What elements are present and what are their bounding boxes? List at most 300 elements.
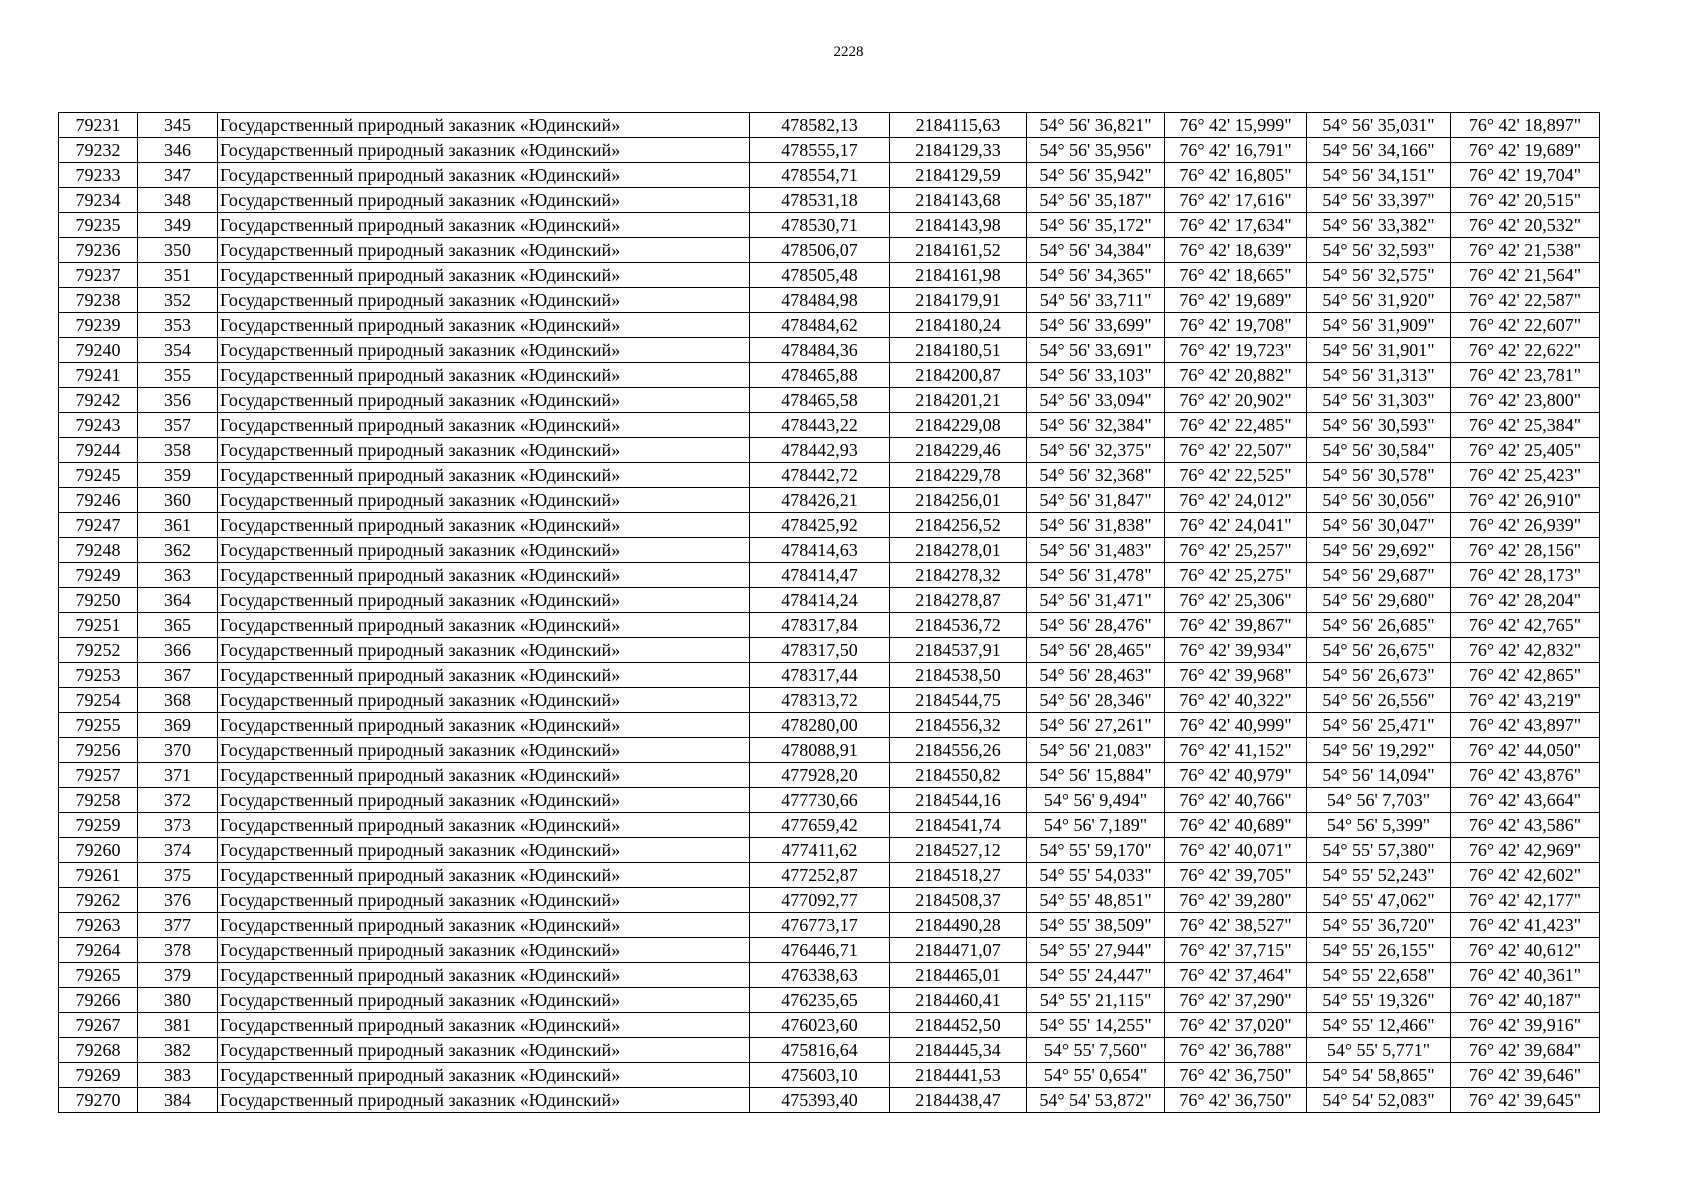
cell-point-number: 383 (138, 1063, 218, 1088)
table-row (59, 538, 1600, 563)
cell-territory-name: Государственный природный заказник «Юдинский» (218, 913, 750, 938)
cell-longitude-2: 76° 42' 19,704" (1451, 163, 1600, 188)
cell-point-number: 371 (138, 763, 218, 788)
cell-row-id: 79235 (59, 213, 138, 238)
cell-coord-x: 478465,88 (750, 363, 890, 388)
cell-latitude-1: 54° 56' 31,847" (1027, 488, 1165, 513)
cell-latitude-1: 54° 56' 31,478" (1027, 563, 1165, 588)
cell-coord-y: 2184143,68 (890, 188, 1027, 213)
cell-coord-y: 2184465,01 (890, 963, 1027, 988)
cell-point-number: 374 (138, 838, 218, 863)
cell-longitude-1: 76° 42' 18,639" (1165, 238, 1307, 263)
cell-row-id: 79256 (59, 738, 138, 763)
cell-row-id: 79242 (59, 388, 138, 413)
cell-longitude-2: 76° 42' 21,538" (1451, 238, 1600, 263)
cell-longitude-1: 76° 42' 38,527" (1165, 913, 1307, 938)
cell-longitude-2: 76° 42' 43,219" (1451, 688, 1600, 713)
cell-latitude-1: 54° 56' 21,083" (1027, 738, 1165, 763)
cell-row-id: 79250 (59, 588, 138, 613)
cell-longitude-2: 76° 42' 39,916" (1451, 1013, 1600, 1038)
cell-latitude-1: 54° 56' 33,094" (1027, 388, 1165, 413)
cell-row-id: 79232 (59, 138, 138, 163)
cell-latitude-2: 54° 56' 32,593" (1307, 238, 1451, 263)
cell-territory-name: Государственный природный заказник «Юдинский» (218, 338, 750, 363)
cell-point-number: 360 (138, 488, 218, 513)
cell-latitude-1: 54° 55' 38,509" (1027, 913, 1165, 938)
cell-longitude-1: 76° 42' 19,708" (1165, 313, 1307, 338)
cell-territory-name: Государственный природный заказник «Юдинский» (218, 513, 750, 538)
cell-longitude-1: 76° 42' 40,766" (1165, 788, 1307, 813)
cell-latitude-2: 54° 56' 30,593" (1307, 413, 1451, 438)
cell-latitude-2: 54° 56' 19,292" (1307, 738, 1451, 763)
table-row (59, 888, 1600, 913)
cell-row-id: 79243 (59, 413, 138, 438)
cell-coord-x: 476773,17 (750, 913, 890, 938)
cell-latitude-1: 54° 56' 33,711" (1027, 288, 1165, 313)
cell-coord-y: 2184256,52 (890, 513, 1027, 538)
cell-row-id: 79231 (59, 113, 138, 138)
cell-territory-name: Государственный природный заказник «Юдинский» (218, 488, 750, 513)
cell-latitude-2: 54° 56' 29,687" (1307, 563, 1451, 588)
cell-latitude-1: 54° 56' 33,103" (1027, 363, 1165, 388)
cell-longitude-1: 76° 42' 41,152" (1165, 738, 1307, 763)
cell-coord-y: 2184544,75 (890, 688, 1027, 713)
cell-point-number: 363 (138, 563, 218, 588)
cell-coord-y: 2184229,78 (890, 463, 1027, 488)
cell-row-id: 79258 (59, 788, 138, 813)
cell-longitude-1: 76° 42' 37,290" (1165, 988, 1307, 1013)
table-row (59, 963, 1600, 988)
table-row (59, 113, 1600, 138)
cell-row-id: 79247 (59, 513, 138, 538)
cell-territory-name: Государственный природный заказник «Юдинский» (218, 613, 750, 638)
cell-territory-name: Государственный природный заказник «Юдинский» (218, 713, 750, 738)
cell-point-number: 346 (138, 138, 218, 163)
cell-row-id: 79239 (59, 313, 138, 338)
cell-coord-y: 2184278,87 (890, 588, 1027, 613)
cell-latitude-2: 54° 56' 26,673" (1307, 663, 1451, 688)
cell-row-id: 79245 (59, 463, 138, 488)
cell-territory-name: Государственный природный заказник «Юдинский» (218, 1013, 750, 1038)
cell-coord-x: 478317,44 (750, 663, 890, 688)
cell-longitude-1: 76° 42' 17,616" (1165, 188, 1307, 213)
cell-longitude-1: 76° 42' 15,999" (1165, 113, 1307, 138)
cell-longitude-2: 76° 42' 40,612" (1451, 938, 1600, 963)
cell-latitude-2: 54° 56' 7,703" (1307, 788, 1451, 813)
cell-longitude-2: 76° 42' 22,622" (1451, 338, 1600, 363)
cell-territory-name: Государственный природный заказник «Юдинский» (218, 938, 750, 963)
cell-latitude-2: 54° 55' 12,466" (1307, 1013, 1451, 1038)
cell-latitude-1: 54° 55' 24,447" (1027, 963, 1165, 988)
cell-longitude-1: 76° 42' 25,275" (1165, 563, 1307, 588)
cell-coord-y: 2184541,74 (890, 813, 1027, 838)
table-row (59, 288, 1600, 313)
cell-longitude-1: 76° 42' 22,507" (1165, 438, 1307, 463)
table-row (59, 388, 1600, 413)
cell-latitude-1: 54° 56' 35,956" (1027, 138, 1165, 163)
cell-latitude-2: 54° 55' 22,658" (1307, 963, 1451, 988)
cell-latitude-1: 54° 56' 33,691" (1027, 338, 1165, 363)
cell-coord-y: 2184508,37 (890, 888, 1027, 913)
cell-longitude-2: 76° 42' 25,423" (1451, 463, 1600, 488)
cell-coord-x: 477730,66 (750, 788, 890, 813)
cell-latitude-1: 54° 56' 28,476" (1027, 613, 1165, 638)
cell-row-id: 79255 (59, 713, 138, 738)
cell-longitude-1: 76° 42' 19,723" (1165, 338, 1307, 363)
cell-territory-name: Государственный природный заказник «Юдинский» (218, 588, 750, 613)
cell-coord-x: 478088,91 (750, 738, 890, 763)
cell-latitude-1: 54° 56' 33,699" (1027, 313, 1165, 338)
cell-coord-x: 478443,22 (750, 413, 890, 438)
cell-latitude-2: 54° 56' 30,584" (1307, 438, 1451, 463)
cell-longitude-2: 76° 42' 43,664" (1451, 788, 1600, 813)
cell-longitude-2: 76° 42' 20,532" (1451, 213, 1600, 238)
table-row (59, 363, 1600, 388)
table-row (59, 638, 1600, 663)
cell-longitude-1: 76° 42' 16,805" (1165, 163, 1307, 188)
cell-longitude-2: 76° 42' 25,384" (1451, 413, 1600, 438)
cell-latitude-1: 54° 55' 59,170" (1027, 838, 1165, 863)
cell-row-id: 79238 (59, 288, 138, 313)
cell-coord-x: 477659,42 (750, 813, 890, 838)
cell-longitude-2: 76° 42' 42,832" (1451, 638, 1600, 663)
cell-point-number: 349 (138, 213, 218, 238)
table-row (59, 563, 1600, 588)
table-body (59, 113, 1600, 1113)
cell-territory-name: Государственный природный заказник «Юдинский» (218, 238, 750, 263)
cell-longitude-1: 76° 42' 39,280" (1165, 888, 1307, 913)
cell-row-id: 79264 (59, 938, 138, 963)
cell-territory-name: Государственный природный заказник «Юдинский» (218, 738, 750, 763)
cell-latitude-2: 54° 56' 14,094" (1307, 763, 1451, 788)
cell-coord-x: 478484,98 (750, 288, 890, 313)
table-row (59, 1038, 1600, 1063)
cell-longitude-1: 76° 42' 22,485" (1165, 413, 1307, 438)
table-row (59, 713, 1600, 738)
cell-latitude-2: 54° 56' 29,692" (1307, 538, 1451, 563)
cell-row-id: 79246 (59, 488, 138, 513)
cell-longitude-2: 76° 42' 39,646" (1451, 1063, 1600, 1088)
cell-latitude-2: 54° 56' 31,313" (1307, 363, 1451, 388)
cell-longitude-1: 76° 42' 20,902" (1165, 388, 1307, 413)
cell-territory-name: Государственный природный заказник «Юдинский» (218, 663, 750, 688)
table-row (59, 163, 1600, 188)
cell-coord-y: 2184441,53 (890, 1063, 1027, 1088)
cell-territory-name: Государственный природный заказник «Юдинский» (218, 1063, 750, 1088)
table-row (59, 263, 1600, 288)
cell-point-number: 367 (138, 663, 218, 688)
cell-longitude-2: 76° 42' 42,865" (1451, 663, 1600, 688)
cell-row-id: 79240 (59, 338, 138, 363)
cell-latitude-2: 54° 55' 52,243" (1307, 863, 1451, 888)
cell-territory-name: Государственный природный заказник «Юдинский» (218, 538, 750, 563)
cell-territory-name: Государственный природный заказник «Юдинский» (218, 213, 750, 238)
cell-point-number: 362 (138, 538, 218, 563)
cell-latitude-2: 54° 56' 33,397" (1307, 188, 1451, 213)
cell-row-id: 79244 (59, 438, 138, 463)
cell-coord-x: 478317,84 (750, 613, 890, 638)
cell-row-id: 79257 (59, 763, 138, 788)
cell-latitude-2: 54° 54' 58,865" (1307, 1063, 1451, 1088)
table-row (59, 188, 1600, 213)
cell-longitude-2: 76° 42' 40,361" (1451, 963, 1600, 988)
cell-latitude-2: 54° 56' 5,399" (1307, 813, 1451, 838)
cell-longitude-1: 76° 42' 24,041" (1165, 513, 1307, 538)
cell-coord-x: 478313,72 (750, 688, 890, 713)
cell-latitude-1: 54° 55' 27,944" (1027, 938, 1165, 963)
cell-longitude-1: 76° 42' 20,882" (1165, 363, 1307, 388)
cell-coord-x: 476235,65 (750, 988, 890, 1013)
cell-coord-y: 2184537,91 (890, 638, 1027, 663)
cell-point-number: 358 (138, 438, 218, 463)
cell-territory-name: Государственный природный заказник «Юдинский» (218, 388, 750, 413)
cell-territory-name: Государственный природный заказник «Юдинский» (218, 463, 750, 488)
cell-point-number: 379 (138, 963, 218, 988)
cell-longitude-1: 76° 42' 36,788" (1165, 1038, 1307, 1063)
cell-row-id: 79263 (59, 913, 138, 938)
cell-territory-name: Государственный природный заказник «Юдинский» (218, 888, 750, 913)
cell-longitude-1: 76° 42' 39,705" (1165, 863, 1307, 888)
cell-longitude-1: 76° 42' 37,715" (1165, 938, 1307, 963)
cell-coord-y: 2184143,98 (890, 213, 1027, 238)
cell-point-number: 369 (138, 713, 218, 738)
cell-latitude-1: 54° 56' 31,483" (1027, 538, 1165, 563)
cell-coord-y: 2184452,50 (890, 1013, 1027, 1038)
cell-coord-y: 2184438,47 (890, 1088, 1027, 1113)
cell-coord-x: 478442,72 (750, 463, 890, 488)
cell-coord-y: 2184129,33 (890, 138, 1027, 163)
cell-row-id: 79268 (59, 1038, 138, 1063)
cell-point-number: 351 (138, 263, 218, 288)
cell-latitude-2: 54° 56' 26,685" (1307, 613, 1451, 638)
cell-point-number: 365 (138, 613, 218, 638)
cell-point-number: 378 (138, 938, 218, 963)
cell-row-id: 79266 (59, 988, 138, 1013)
cell-longitude-2: 76° 42' 28,204" (1451, 588, 1600, 613)
table-row (59, 1013, 1600, 1038)
cell-latitude-2: 54° 56' 34,151" (1307, 163, 1451, 188)
cell-coord-y: 2184556,32 (890, 713, 1027, 738)
cell-longitude-2: 76° 42' 25,405" (1451, 438, 1600, 463)
cell-coord-y: 2184278,01 (890, 538, 1027, 563)
cell-territory-name: Государственный природный заказник «Юдинский» (218, 413, 750, 438)
cell-territory-name: Государственный природный заказник «Юдинский» (218, 263, 750, 288)
cell-coord-y: 2184460,41 (890, 988, 1027, 1013)
cell-longitude-1: 76° 42' 19,689" (1165, 288, 1307, 313)
cell-coord-x: 478506,07 (750, 238, 890, 263)
cell-longitude-1: 76° 42' 36,750" (1165, 1063, 1307, 1088)
cell-coord-x: 477928,20 (750, 763, 890, 788)
cell-coord-y: 2184445,34 (890, 1038, 1027, 1063)
cell-longitude-2: 76° 42' 39,645" (1451, 1088, 1600, 1113)
cell-latitude-2: 54° 56' 25,471" (1307, 713, 1451, 738)
cell-coord-y: 2184201,21 (890, 388, 1027, 413)
cell-latitude-1: 54° 56' 28,346" (1027, 688, 1165, 713)
cell-row-id: 79251 (59, 613, 138, 638)
cell-latitude-1: 54° 56' 34,365" (1027, 263, 1165, 288)
cell-coord-y: 2184556,26 (890, 738, 1027, 763)
cell-row-id: 79248 (59, 538, 138, 563)
cell-point-number: 372 (138, 788, 218, 813)
cell-coord-x: 478465,58 (750, 388, 890, 413)
cell-territory-name: Государственный природный заказник «Юдинский» (218, 138, 750, 163)
cell-coord-y: 2184527,12 (890, 838, 1027, 863)
cell-point-number: 345 (138, 113, 218, 138)
cell-coord-x: 476338,63 (750, 963, 890, 988)
cell-latitude-1: 54° 55' 0,654" (1027, 1063, 1165, 1088)
cell-latitude-2: 54° 55' 5,771" (1307, 1038, 1451, 1063)
cell-latitude-1: 54° 56' 15,884" (1027, 763, 1165, 788)
cell-latitude-1: 54° 56' 28,465" (1027, 638, 1165, 663)
cell-coord-x: 478414,47 (750, 563, 890, 588)
cell-point-number: 381 (138, 1013, 218, 1038)
table-row (59, 838, 1600, 863)
table-row (59, 438, 1600, 463)
cell-coord-y: 2184129,59 (890, 163, 1027, 188)
cell-point-number: 384 (138, 1088, 218, 1113)
cell-coord-x: 477092,77 (750, 888, 890, 913)
cell-longitude-2: 76° 42' 18,897" (1451, 113, 1600, 138)
cell-point-number: 382 (138, 1038, 218, 1063)
cell-row-id: 79234 (59, 188, 138, 213)
cell-coord-y: 2184256,01 (890, 488, 1027, 513)
cell-coord-x: 478280,00 (750, 713, 890, 738)
cell-latitude-2: 54° 56' 26,556" (1307, 688, 1451, 713)
cell-territory-name: Государственный природный заказник «Юдинский» (218, 363, 750, 388)
cell-longitude-1: 76° 42' 40,979" (1165, 763, 1307, 788)
cell-longitude-2: 76° 42' 42,765" (1451, 613, 1600, 638)
cell-point-number: 366 (138, 638, 218, 663)
cell-row-id: 79269 (59, 1063, 138, 1088)
cell-longitude-1: 76° 42' 40,071" (1165, 838, 1307, 863)
cell-latitude-1: 54° 56' 28,463" (1027, 663, 1165, 688)
table-row (59, 913, 1600, 938)
cell-territory-name: Государственный природный заказник «Юдинский» (218, 838, 750, 863)
cell-row-id: 79265 (59, 963, 138, 988)
cell-coord-x: 478442,93 (750, 438, 890, 463)
cell-territory-name: Государственный природный заказник «Юдинский» (218, 1088, 750, 1113)
cell-territory-name: Государственный природный заказник «Юдинский» (218, 813, 750, 838)
cell-territory-name: Государственный природный заказник «Юдинский» (218, 1038, 750, 1063)
cell-longitude-1: 76° 42' 37,020" (1165, 1013, 1307, 1038)
cell-latitude-1: 54° 56' 32,375" (1027, 438, 1165, 463)
cell-row-id: 79254 (59, 688, 138, 713)
cell-latitude-1: 54° 56' 35,187" (1027, 188, 1165, 213)
cell-longitude-1: 76° 42' 16,791" (1165, 138, 1307, 163)
cell-coord-y: 2184161,52 (890, 238, 1027, 263)
cell-latitude-2: 54° 56' 30,047" (1307, 513, 1451, 538)
cell-latitude-1: 54° 56' 34,384" (1027, 238, 1165, 263)
cell-coord-x: 478531,18 (750, 188, 890, 213)
cell-longitude-1: 76° 42' 18,665" (1165, 263, 1307, 288)
cell-latitude-1: 54° 56' 32,384" (1027, 413, 1165, 438)
cell-latitude-2: 54° 55' 19,326" (1307, 988, 1451, 1013)
cell-point-number: 361 (138, 513, 218, 538)
cell-longitude-2: 76° 42' 42,177" (1451, 888, 1600, 913)
cell-longitude-2: 76° 42' 40,187" (1451, 988, 1600, 1013)
cell-coord-x: 478425,92 (750, 513, 890, 538)
cell-longitude-1: 76° 42' 36,750" (1165, 1088, 1307, 1113)
table-row (59, 588, 1600, 613)
cell-coord-x: 475603,10 (750, 1063, 890, 1088)
cell-latitude-1: 54° 54' 53,872" (1027, 1088, 1165, 1113)
cell-longitude-2: 76° 42' 22,607" (1451, 313, 1600, 338)
cell-territory-name: Государственный природный заказник «Юдинский» (218, 988, 750, 1013)
cell-latitude-2: 54° 55' 57,380" (1307, 838, 1451, 863)
cell-latitude-2: 54° 56' 30,056" (1307, 488, 1451, 513)
cell-coord-y: 2184229,08 (890, 413, 1027, 438)
cell-longitude-1: 76° 42' 17,634" (1165, 213, 1307, 238)
cell-longitude-1: 76° 42' 37,464" (1165, 963, 1307, 988)
cell-coord-x: 478582,13 (750, 113, 890, 138)
cell-longitude-2: 76° 42' 26,910" (1451, 488, 1600, 513)
cell-coord-x: 475816,64 (750, 1038, 890, 1063)
cell-point-number: 356 (138, 388, 218, 413)
cell-coord-y: 2184536,72 (890, 613, 1027, 638)
table-row (59, 488, 1600, 513)
cell-coord-y: 2184471,07 (890, 938, 1027, 963)
cell-longitude-2: 76° 42' 44,050" (1451, 738, 1600, 763)
cell-territory-name: Государственный природный заказник «Юдинский» (218, 763, 750, 788)
cell-longitude-2: 76° 42' 26,939" (1451, 513, 1600, 538)
cell-coord-y: 2184490,28 (890, 913, 1027, 938)
cell-latitude-2: 54° 55' 47,062" (1307, 888, 1451, 913)
cell-latitude-1: 54° 55' 54,033" (1027, 863, 1165, 888)
cell-point-number: 353 (138, 313, 218, 338)
cell-coord-x: 478484,62 (750, 313, 890, 338)
cell-longitude-2: 76° 42' 21,564" (1451, 263, 1600, 288)
cell-coord-y: 2184200,87 (890, 363, 1027, 388)
cell-longitude-2: 76° 42' 43,897" (1451, 713, 1600, 738)
cell-longitude-2: 76° 42' 22,587" (1451, 288, 1600, 313)
cell-coord-y: 2184544,16 (890, 788, 1027, 813)
cell-territory-name: Государственный природный заказник «Юдинский» (218, 688, 750, 713)
cell-longitude-2: 76° 42' 28,156" (1451, 538, 1600, 563)
cell-latitude-2: 54° 56' 35,031" (1307, 113, 1451, 138)
cell-latitude-2: 54° 56' 33,382" (1307, 213, 1451, 238)
cell-territory-name: Государственный природный заказник «Юдинский» (218, 563, 750, 588)
table-row (59, 738, 1600, 763)
cell-territory-name: Государственный природный заказник «Юдинский» (218, 963, 750, 988)
cell-latitude-2: 54° 56' 31,901" (1307, 338, 1451, 363)
cell-coord-x: 478414,63 (750, 538, 890, 563)
cell-coord-x: 478555,17 (750, 138, 890, 163)
coordinates-table (58, 112, 1600, 1113)
cell-territory-name: Государственный природный заказник «Юдинский» (218, 163, 750, 188)
table-row (59, 463, 1600, 488)
cell-row-id: 79260 (59, 838, 138, 863)
cell-row-id: 79253 (59, 663, 138, 688)
cell-coord-x: 477411,62 (750, 838, 890, 863)
cell-coord-x: 476446,71 (750, 938, 890, 963)
table-row (59, 338, 1600, 363)
cell-latitude-1: 54° 55' 7,560" (1027, 1038, 1165, 1063)
cell-coord-y: 2184179,91 (890, 288, 1027, 313)
cell-row-id: 79241 (59, 363, 138, 388)
cell-coord-y: 2184278,32 (890, 563, 1027, 588)
table-row (59, 413, 1600, 438)
cell-point-number: 380 (138, 988, 218, 1013)
cell-row-id: 79259 (59, 813, 138, 838)
cell-territory-name: Государственный природный заказник «Юдинский» (218, 863, 750, 888)
table-row (59, 1063, 1600, 1088)
cell-longitude-1: 76° 42' 25,257" (1165, 538, 1307, 563)
cell-territory-name: Государственный природный заказник «Юдинский» (218, 288, 750, 313)
table-row (59, 313, 1600, 338)
table-row (59, 763, 1600, 788)
cell-row-id: 79233 (59, 163, 138, 188)
cell-longitude-1: 76° 42' 39,968" (1165, 663, 1307, 688)
